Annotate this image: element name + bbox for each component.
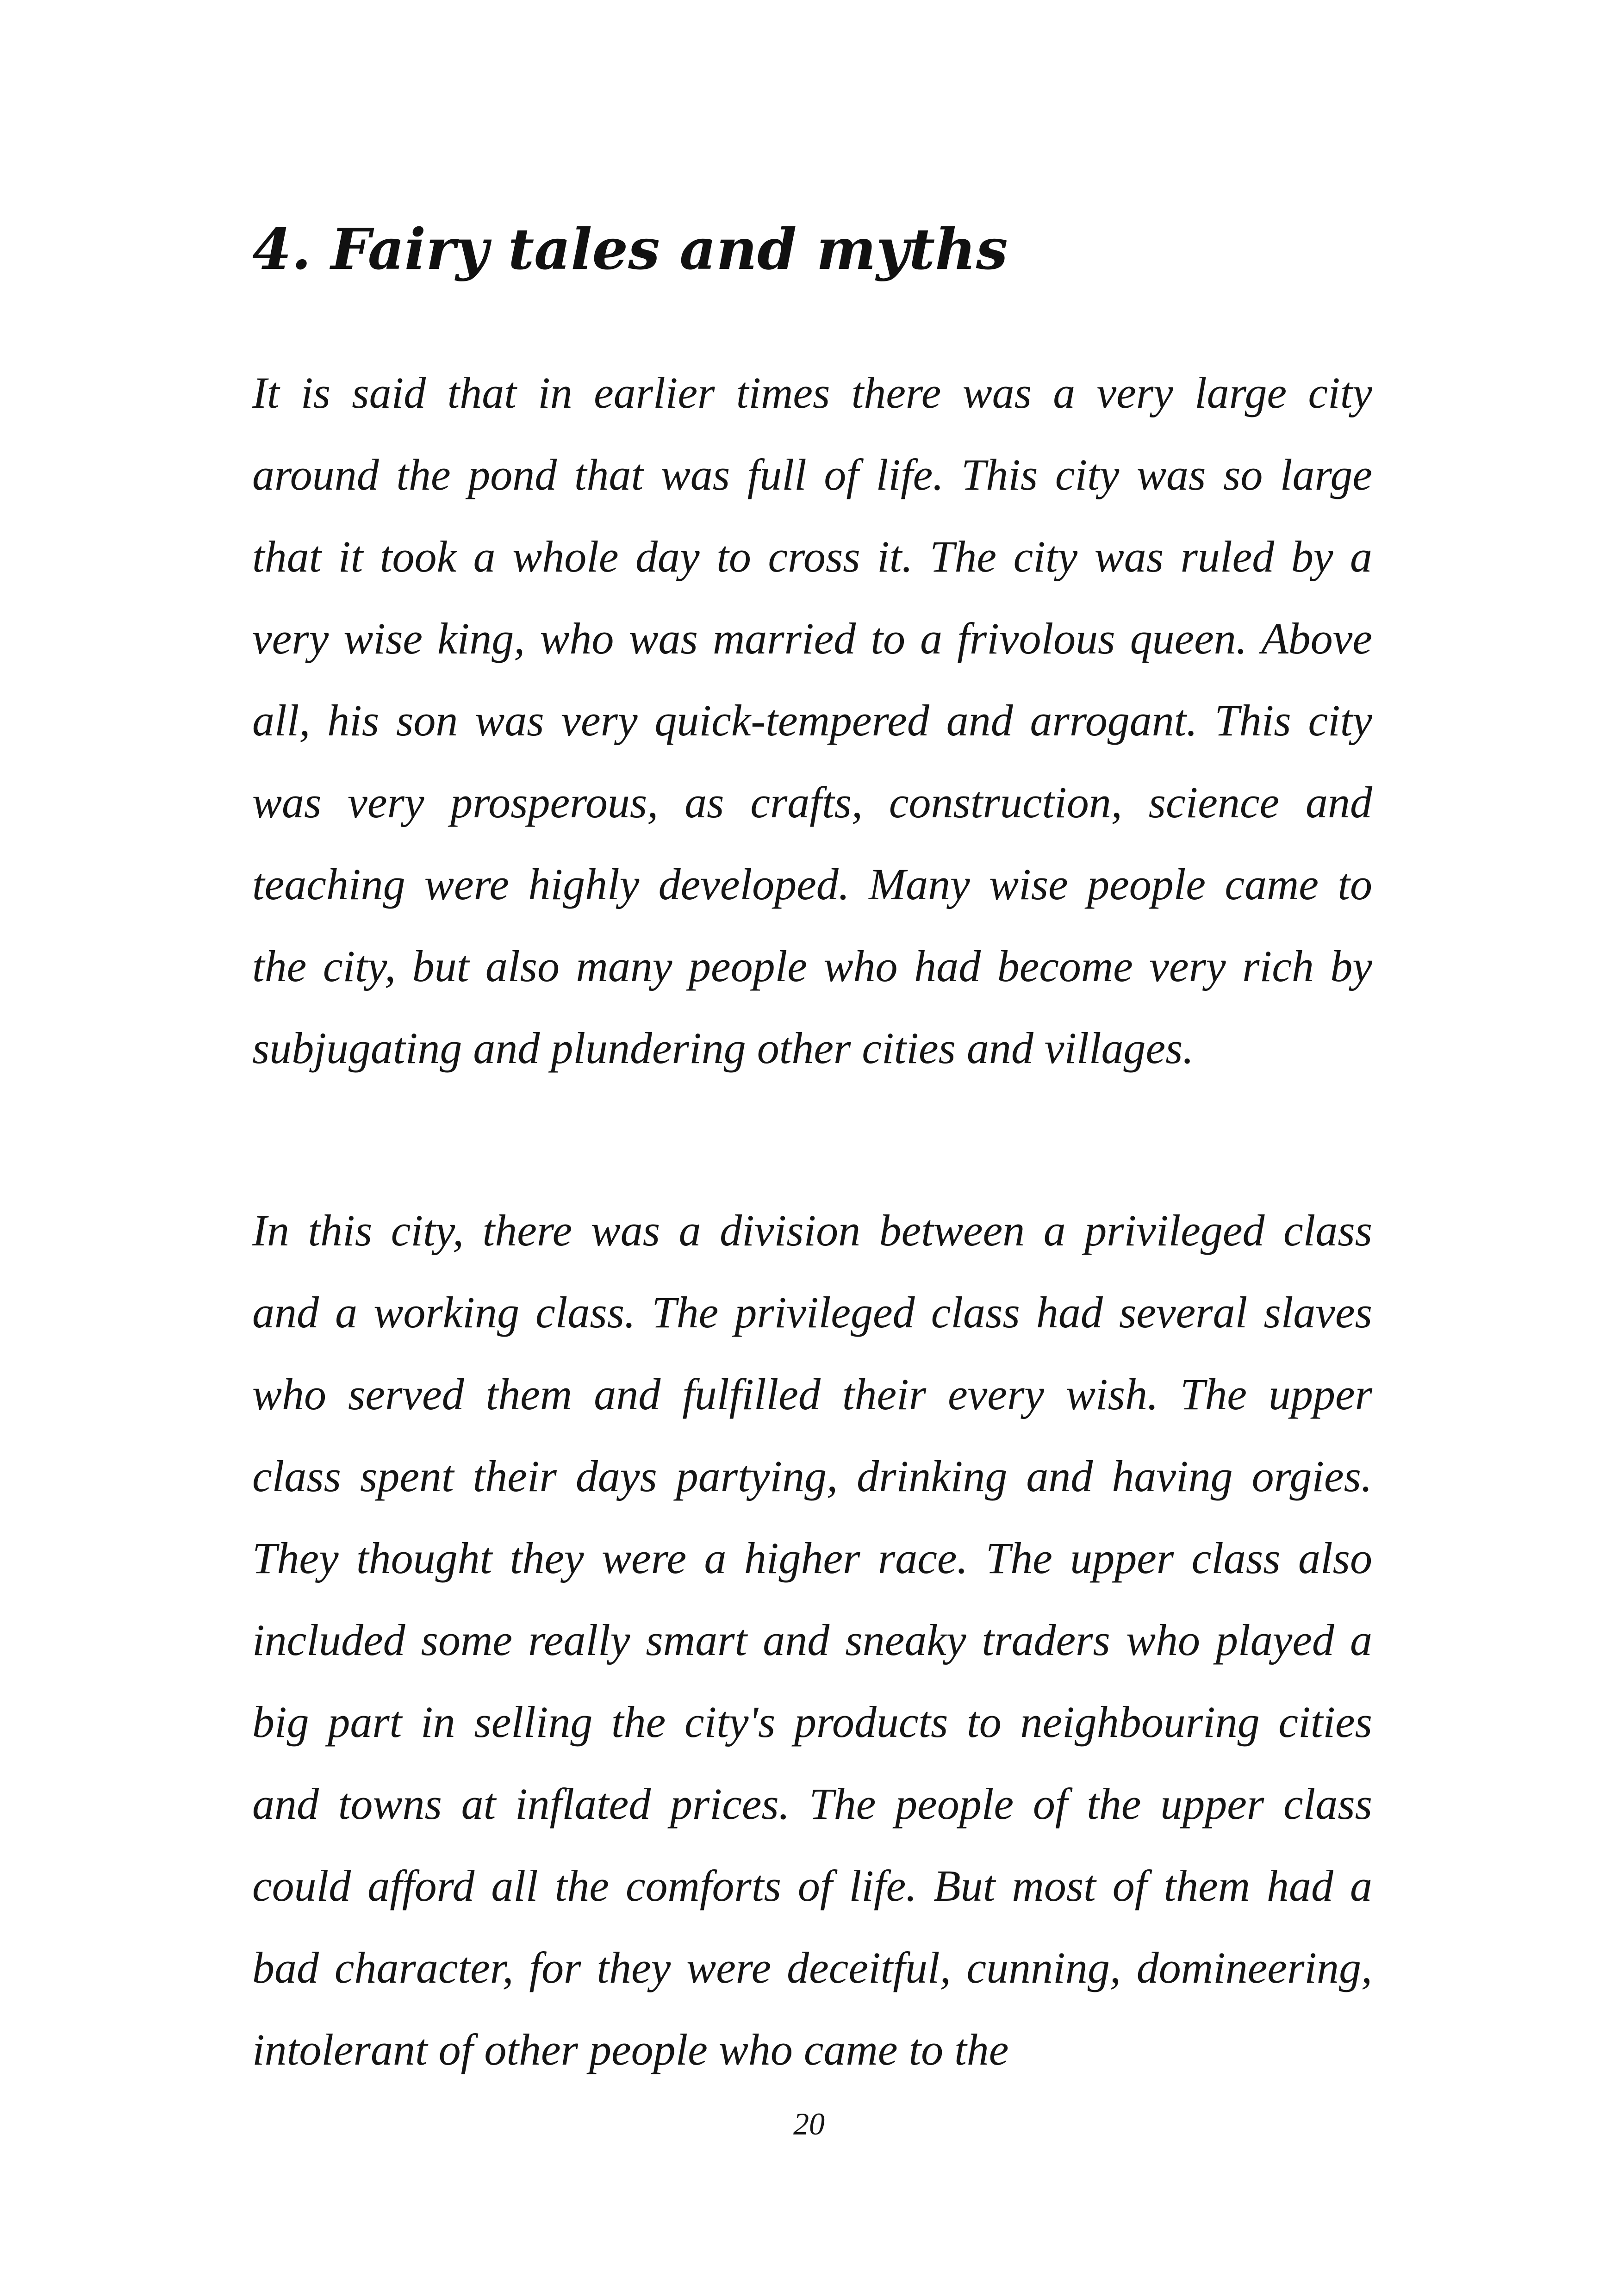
paragraph-2: In this city, there was a division between a privileged class and a working class. The privileged class had several slaves who served them and fulfilled their every wish. The upper class spent their days partying, drinking and having orgies. They thought they were a higher race. The upper class also included some really smart and sneaky traders who played a big part in selling the city's products to neighbouring cities and towns at inflated prices. The people of the upper class could afford all the comforts of life. But most of them had a bad character, for they were deceitful, cunning, domineering, intolerant of other people who came to the [252, 1206, 1372, 2074]
chapter-heading: 4. Fairy tales and myths [252, 216, 1008, 282]
page-number: 20 [793, 2106, 825, 2141]
paragraph-1: It is said that in earlier times there was a very large city around the pond that was full of life. This city was so large that it took a whole day to cross it. The city was ruled by a very wise king, who was married to a frivolous queen. Above all, his son was very quick-tempered and arrogant. This city was very prosperous, as crafts, construction, science and teaching were highly developed. Many wise people came to the city, but also many people who had become very rich by subjugating and plundering other cities and villages. [252, 368, 1372, 1073]
